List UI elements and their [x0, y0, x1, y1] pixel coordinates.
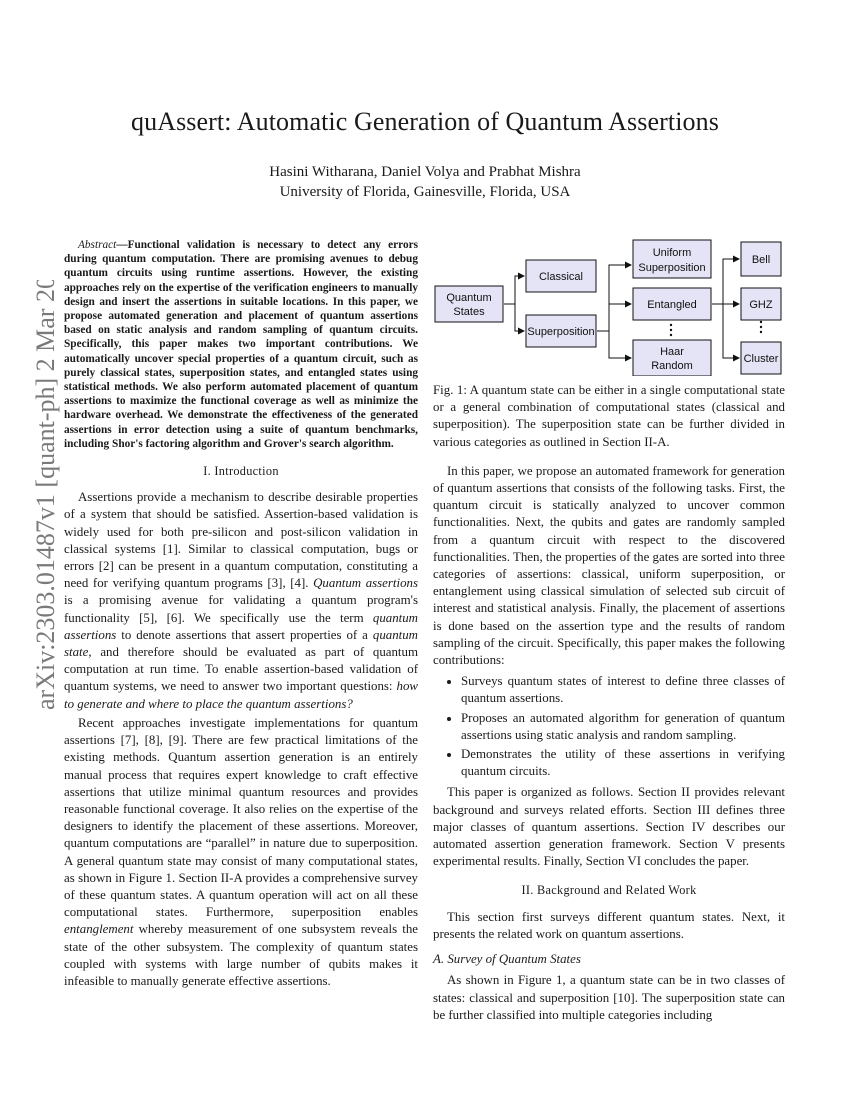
emphasis: Quantum assertions — [313, 576, 418, 591]
intro-paragraph-1 — [64, 489, 418, 713]
background-paragraph-1: This section first surveys different quantum states. Next, it presents the related work on quantum assertions. — [433, 909, 785, 941]
edge-root-classical — [504, 276, 524, 304]
section-heading-background: II. Background and Related Work — [521, 883, 697, 898]
list-item: • Surveys quantum states of interest to define three classes of quantum assertions. — [461, 673, 785, 707]
label-cluster: Cluster — [743, 353, 779, 365]
author-block — [0, 162, 850, 202]
figure-1 — [433, 238, 785, 376]
label-ghz: GHZ — [749, 299, 773, 311]
survey-paragraph-1: As shown in Figure 1, a quantum state can be in two classes of states: classical and superposition [10]. The superposition state can be further classified into multiple categories including — [433, 973, 785, 1022]
paper-title: quAssert: Automatic Generation of Quantum Assertions — [131, 107, 719, 136]
text-run: is a promising avenue for validating a quantum program's functionality [5], [6]. We specifically use the term — [64, 593, 418, 625]
label-bell: Bell — [751, 254, 771, 266]
abstract-dash: — — [116, 239, 128, 251]
figure-1-caption: Fig. 1: A quantum state can be either in a single computational state or a general combination of computational states (classical and superposition). The superposition state can be further divided in various categories as outlined in Section II-A. — [433, 383, 785, 449]
label-superposition: Superposition — [527, 326, 595, 338]
text-run: , and therefore should be evaluated as part of quantum computation at run time. To enable assertion-based validation of quantum systems, we need to answer two important questions: — [64, 645, 418, 694]
contribution-list — [433, 673, 785, 780]
list-item: • Proposes an automated algorithm for generation of quantum assertions using static analysis and random sampling. — [461, 710, 785, 744]
author-names: Hasini Witharana, Daniel Volya and Prabhat Mishra — [269, 164, 581, 180]
edge-sup-uniform — [597, 265, 631, 331]
label-entangled: Entangled — [647, 299, 697, 311]
abstract-text: Functional validation is necessary to detect any errors during quantum computation. There are promising avenues to debug quantum circuits using runtime assertions. However, the existing approaches rely on the expertise of the verification engineers to manually design and insert the assertions in suitable locations. In this paper, we propose automated generation and placement of quantum assertions based on static analysis and random sampling of quantum circuits. Specifically, this paper makes two important contributions. We automatically uncover special properties of a quantum circuit, such as purely classical states, superposition states, and entangled states using statistical methods. We also perform automated placement of quantum assertions to maximize the functional coverage as well as minimize the hardware overhead. We demonstrate the effectiveness of the generated assertions in error detection using a suite of quantum benchmarks, including Shor's factoring algorithm and Grover's search algorithm. — [64, 239, 418, 450]
edge-sup-haar — [609, 331, 631, 358]
label-haar-line2: Random — [651, 360, 693, 372]
section-heading-introduction: I. Introduction — [203, 464, 279, 479]
left-column — [64, 238, 418, 992]
list-item: • Demonstrates the utility of these assertions in verifying quantum circuits. — [461, 746, 785, 780]
intro-paragraph-2 — [64, 715, 418, 990]
emphasis: quantum assertions — [64, 610, 418, 642]
abstract-label: Abstract — [78, 239, 117, 251]
text-run: to denote assertions that assert properties of a — [116, 627, 373, 642]
arxiv-stamp — [24, 280, 64, 720]
abstract — [64, 238, 418, 451]
label-quantum-line2: States — [453, 306, 485, 318]
emphasis: quantum state — [64, 627, 418, 660]
label-uniform-line2: Superposition — [638, 262, 706, 274]
label-haar-line1: Haar — [660, 346, 684, 358]
emphasis: entanglement — [64, 922, 134, 937]
text-run: Assertions provide a mechanism to describe desirable properties of a system that should be satisfied. Assertion-based validation is widely used for both pre-silicon and post-silicon validation in classical systems [1]. Similar to classical computation, bugs or errors [2] can be present in a quantum computation, constituting a need for verifying quantum programs [3], [4]. — [64, 490, 418, 591]
text-run: whereby measurement of one subsystem reveals the state of the other subsystem. The complexity of quantum states coupled with systems with large number of qubits makes it infeasible to manually generate effective assertions. — [64, 922, 418, 988]
right-paragraph-1: In this paper, we propose an automated framework for generation of quantum assertions that consists of the following tasks. First, the quantum circuit is statically analyzed to uncover common functionalities. Next, the qubits and gates are randomly sampled from a quantum circuit with respect to the discovered functionalities. Then, the properties of the gates are sorted into three categories of assertions: classical, uniform superposition, or entanglement using classical simulation of selected sub circuit of interest and statistical analysis. Finally, the placement of assertions is done based on the assertion type and the results of random sampling of the circuit. Specifically, this paper makes the following contributions: — [433, 463, 785, 668]
affiliation: University of Florida, Gainesville, Florida, USA — [279, 184, 571, 200]
arxiv-stamp-text: arXiv:2303.01487v1 [quant-ph] 2 Mar 2023 — [31, 280, 60, 710]
edge-root-superposition — [515, 304, 524, 331]
edge-ent-cluster — [723, 304, 739, 358]
emphasis: how to generate and where to place the quantum assertions? — [64, 679, 418, 711]
label-classical: Classical — [538, 271, 584, 283]
diagram-ellipsis-dots — [670, 321, 762, 336]
edge-ent-bell — [712, 259, 739, 304]
quantum-state-diagram — [433, 238, 785, 376]
right-column — [433, 238, 785, 1026]
subsection-heading-survey: A. Survey of Quantum States — [433, 952, 581, 967]
label-uniform-line1: Uniform — [652, 247, 692, 259]
right-paragraph-2: This paper is organized as follows. Section II provides relevant background and surveys related efforts. Section III defines three major classes of quantum assertions. Section IV describes our automated assertion generation framework. Section V presents experimental results. Finally, Section VI concludes the paper. — [433, 785, 785, 869]
text-run: Recent approaches investigate implementations for quantum assertions [7], [8], [9]. There are few practical limitations of the existing methods. Quantum assertion generation is an entirely manual process that requires expert knowledge to craft effective assertions that utilize minimal quantum resources and provides reasonable functional coverage. It also relies on the expertise of the designers to identify the placement of these assertions. Moreover, quantum computations are “parallel” in nature due to superposition. A general quantum state may consist of many computational states, as shown in Figure 1. Section II-A provides a comprehensive survey of these quantum states. A quantum operation will act on all these computational states. Furthermore, superposition enables — [64, 715, 418, 920]
label-quantum-line1: Quantum — [446, 292, 492, 304]
